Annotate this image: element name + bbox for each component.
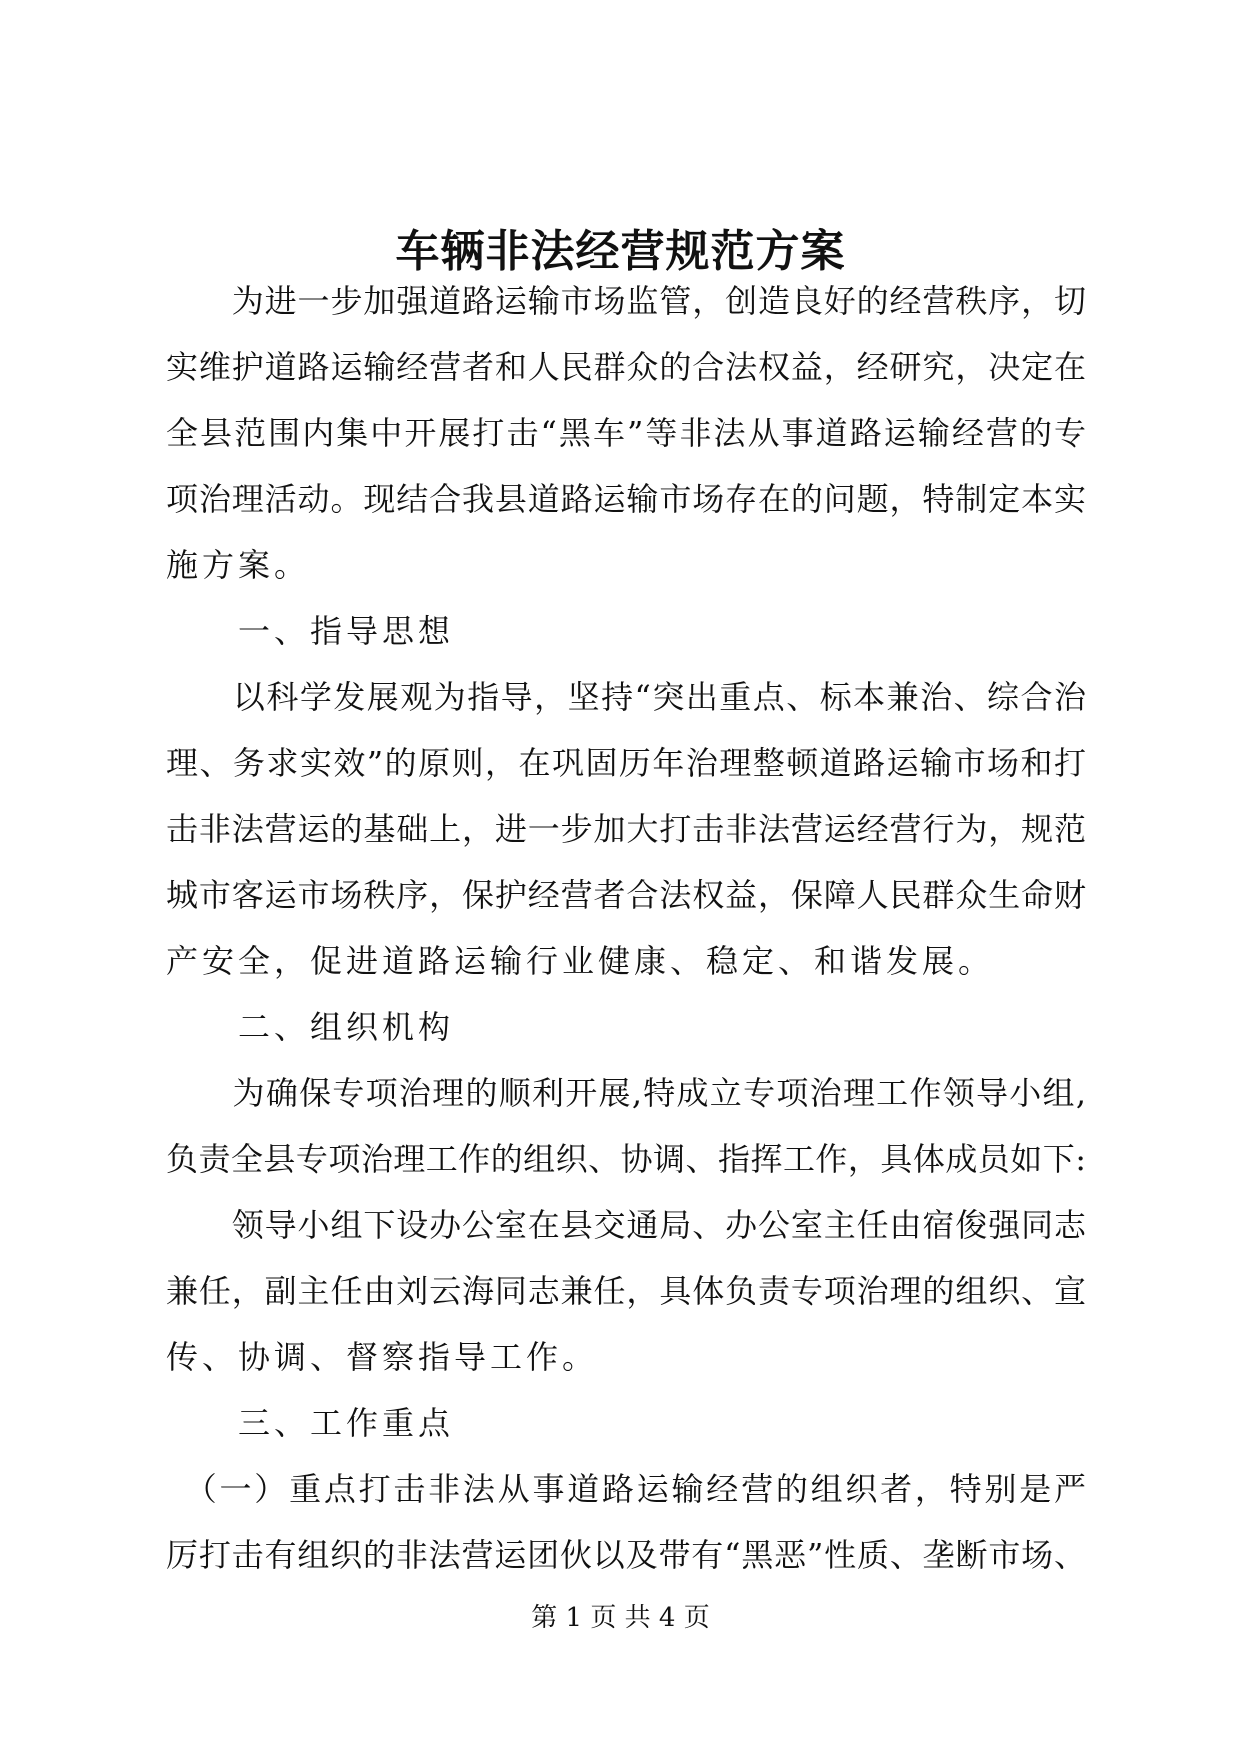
body-line: 为确保专项治理的顺利开展,特成立专项治理工作领导小组, (166, 1074, 1086, 1112)
body-line: 领导小组下设办公室在县交通局、办公室主任由宿俊强同志 (166, 1206, 1086, 1244)
body-line: 传、协调、督察指导工作。 (166, 1338, 599, 1376)
body-line: 以科学发展观为指导，坚持“突出重点、标本兼治、综合治 (166, 678, 1086, 716)
page-footer: 第 1 页 共 4 页 (531, 1603, 710, 1633)
body-line: 击非法营运的基础上，进一步加大打击非法营运经营行为，规范 (166, 810, 1086, 848)
body-line: 负责全县专项治理工作的组织、协调、指挥工作，具体成员如下: (166, 1140, 1086, 1178)
body-line: 施方案。 (166, 546, 311, 584)
body-line: 为进一步加强道路运输市场监管，创造良好的经营秩序，切 (166, 282, 1086, 320)
section-heading: 一、指导思想 (166, 612, 455, 650)
body-line: 理、务求实效”的原则，在巩固历年治理整顿道路运输市场和打 (166, 744, 1086, 782)
section-heading: 二、组织机构 (166, 1008, 455, 1046)
body-line: 厉打击有组织的非法营运团伙以及带有“黑恶”性质、垄断市场、 (166, 1536, 1086, 1574)
body-line: 兼任，副主任由刘云海同志兼任，具体负责专项治理的组织、宣 (166, 1272, 1086, 1310)
body-line: 产安全，促进道路运输行业健康、稳定、和谐发展。 (166, 942, 995, 980)
body-line: 全县范围内集中开展打击“黑车”等非法从事道路运输经营的专 (166, 414, 1086, 452)
document-title: 车辆非法经营规范方案 (395, 226, 846, 277)
body-line: 实维护道路运输经营者和人民群众的合法权益，经研究，决定在 (166, 348, 1086, 386)
body-line: 项治理活动。现结合我县道路运输市场存在的问题，特制定本实 (166, 480, 1086, 518)
section-heading: 三、工作重点 (166, 1404, 455, 1442)
body-line: （一）重点打击非法从事道路运输经营的组织者，特别是严 (166, 1470, 1086, 1508)
body-line: 城市客运市场秩序，保护经营者合法权益，保障人民群众生命财 (166, 876, 1086, 914)
